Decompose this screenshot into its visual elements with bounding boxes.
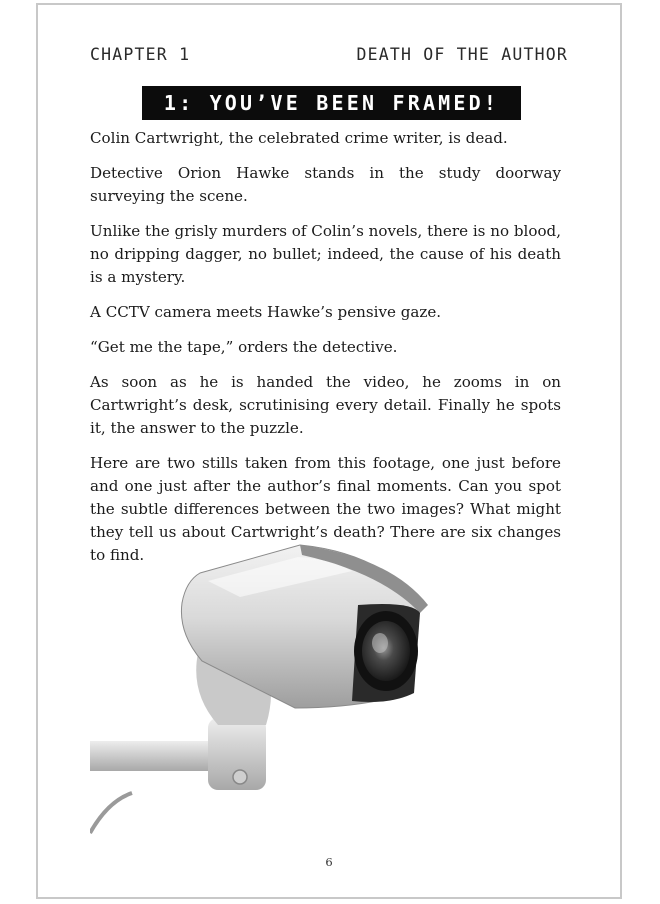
paragraph: “Get me the tape,” orders the detective. bbox=[90, 338, 398, 356]
paragraph: As soon as he is handed the video, he zooms in on Cartwright’s desk, scrutinising every detail. Finally he spots it, the answer to the puzzle. bbox=[90, 373, 561, 437]
paragraph: Detective Orion Hawke stands in the study doorway surveying the scene. bbox=[90, 164, 561, 205]
puzzle-title: 1: YOU’VE BEEN FRAMED! bbox=[163, 91, 500, 115]
cable bbox=[90, 793, 132, 833]
bolt bbox=[233, 770, 247, 784]
paragraph: A CCTV camera meets Hawke’s pensive gaze. bbox=[90, 303, 442, 321]
lens-icon bbox=[362, 621, 410, 681]
body-text bbox=[90, 127, 561, 579]
lens-glare bbox=[372, 633, 388, 653]
section-title: DEATH OF THE AUTHOR bbox=[356, 45, 568, 64]
cctv-camera-icon bbox=[90, 533, 440, 848]
paragraph: Colin Cartwright, the celebrated crime writer, is dead. bbox=[90, 129, 508, 147]
paragraph: Unlike the grisly murders of Colin’s novels, there is no blood, no dripping dagger, no bullet; indeed, the cause of his death is a mystery. bbox=[90, 222, 561, 286]
paragraph: Here are two stills taken from this footage, one just before and one just after the author’s final moments. Can you spot the subtle differences between the two images? What might they tell us about Cartwright’s death? There are six changes to find. bbox=[90, 454, 561, 564]
page-number: 6 bbox=[325, 855, 333, 869]
puzzle-title-banner bbox=[142, 86, 521, 120]
cctv-camera-illustration bbox=[90, 533, 440, 848]
running-head bbox=[90, 45, 568, 64]
chapter-label: CHAPTER 1 bbox=[90, 45, 191, 64]
book-page bbox=[36, 3, 622, 899]
